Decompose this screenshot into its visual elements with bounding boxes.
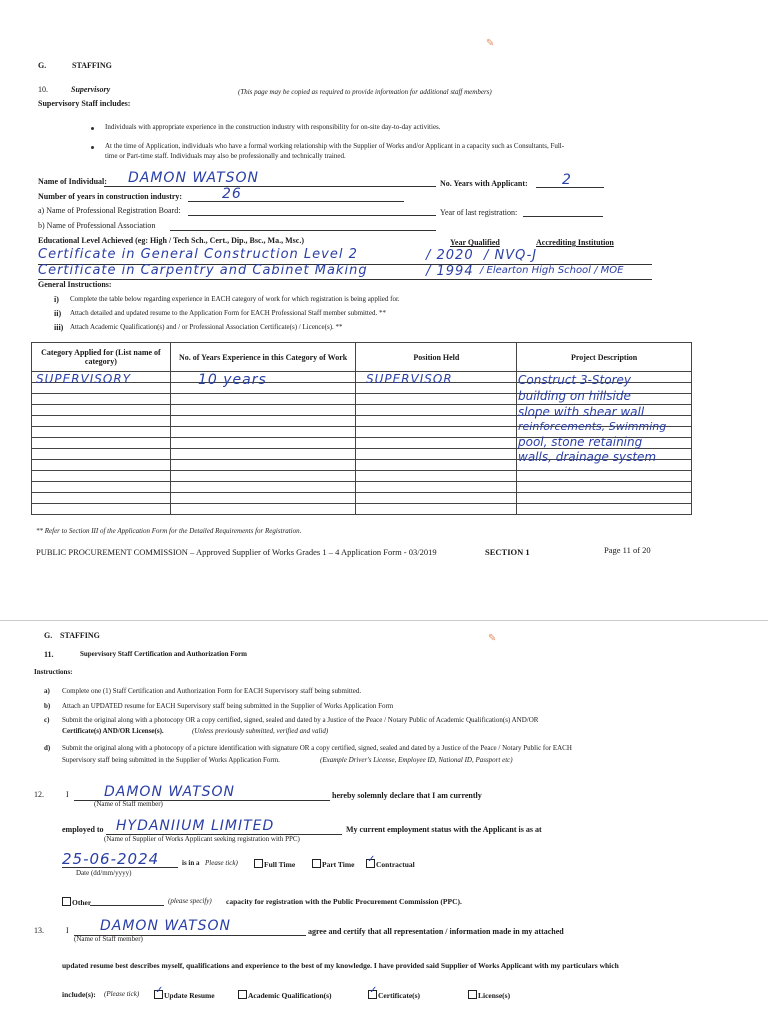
item-number: 10. (38, 85, 48, 94)
table-header-position: Position Held (356, 343, 517, 372)
capacity-text: capacity for registration with the Public Procurement Commission (PPC). (226, 897, 462, 906)
instr-i-number: i) (54, 295, 59, 304)
page-gap (0, 572, 768, 620)
footnote: ** Refer to Section III of the Application Form for the Detailed Requirements for Registration. (36, 527, 302, 535)
name-value[interactable]: DAMON WATSON (128, 170, 260, 186)
instr-d-number: d) (44, 744, 51, 752)
instr-c-number: c) (44, 716, 50, 724)
table-cell[interactable] (170, 416, 356, 427)
table-cell[interactable] (517, 482, 692, 493)
certificate-checkbox[interactable] (368, 990, 377, 999)
project-line-6[interactable]: walls, drainage system (518, 450, 657, 464)
part-time-checkbox[interactable] (312, 859, 321, 868)
table-cell[interactable] (170, 405, 356, 416)
status-text: My current employment status with the Applicant is as at (346, 825, 542, 834)
years-construction-underline (188, 201, 404, 202)
instr-d2-note: (Example Driver's License, Employee ID, National ID, Passport etc) (320, 756, 513, 764)
instr-d2: Supervisory staff being submitted in the Supplier of Works Application Form. (62, 756, 280, 764)
table-cell[interactable] (170, 482, 356, 493)
prof-board-underline (188, 215, 436, 216)
edu-row-1[interactable]: Certificate in General Construction Level 2 (38, 247, 358, 262)
certificate-option (368, 990, 420, 1000)
declare-text: hereby solemnly declare that I am currently (332, 791, 482, 800)
table-cell[interactable] (32, 471, 171, 482)
staff-name-value[interactable]: DAMON WATSON (104, 784, 236, 800)
bullet-text-1: Individuals with appropriate experience in the construction industry with responsibility for on-site day-to-day activities. (105, 123, 441, 131)
includes-label: Supervisory Staff includes: (38, 99, 131, 108)
staff-name2-caption: (Name of Staff member) (74, 935, 143, 943)
full-time-label: Full Time (264, 860, 296, 869)
table-cell[interactable] (356, 449, 517, 460)
table-cell[interactable] (170, 460, 356, 471)
edu-row-1-year[interactable]: / 2020 (426, 248, 474, 263)
employer-value[interactable]: HYDANIIUM LIMITED (116, 818, 275, 834)
years-construction-value[interactable]: 26 (222, 186, 242, 202)
table-cell[interactable] (356, 504, 517, 515)
bullet-icon (91, 146, 94, 149)
academic-label: Academic Qualification(s) (248, 991, 332, 1000)
instr-iii: Attach Academic Qualification(s) and / or Professional Association Certificate(s) / Licence(s). ** (70, 323, 343, 331)
table-cell[interactable] (356, 460, 517, 471)
please-tick-text: Please tick) (205, 859, 238, 867)
table-cell[interactable] (32, 449, 171, 460)
contractual-label: Contractual (376, 860, 415, 869)
instr-a: Complete one (1) Staff Certification and Authorization Form for EACH Supervisory staff being submitted. (62, 687, 362, 695)
instructions-label: Instructions: (34, 668, 73, 676)
copy-note: (This page may be copied as required to provide information for additional staff members) (238, 88, 492, 96)
bullet-icon (91, 127, 94, 130)
table-cell[interactable] (32, 416, 171, 427)
table-cell[interactable] (170, 471, 356, 482)
edu-label: Educational Level Achieved (eg: High / Tech Sch., Cert., Dip., Bsc., Ma., Msc.) (38, 236, 304, 245)
footer-left: PUBLIC PROCUREMENT COMMISSION – Approved Supplier of Works Grades 1 – 4 Application Form - 03/2019 (36, 547, 437, 557)
section-letter: G. (44, 631, 53, 640)
table-cell[interactable] (170, 394, 356, 405)
other-underline (90, 905, 164, 906)
prof-board-label: a) Name of Professional Registration Board: (38, 206, 181, 215)
update-resume-option (154, 990, 215, 1000)
i-label: I (66, 926, 69, 935)
license-option (468, 990, 510, 1000)
certificate-label: Certificate(s) (378, 991, 421, 1000)
form-page-12 (0, 620, 768, 1025)
table-header-project: Project Description (517, 343, 692, 372)
please-specify-text: (please specify) (168, 897, 212, 905)
years-construction-label: Number of years in construction industry: (38, 192, 183, 201)
instr-ii: Attach detailed and updated resume to the Application Form for EACH Professional Staff member submitted. ** (70, 309, 386, 317)
section-title: STAFFING (72, 61, 112, 70)
instr-a-number: a) (44, 687, 50, 695)
i-label: I (66, 790, 69, 799)
staff-name-caption: (Name of Staff member) (94, 800, 163, 808)
instr-c2-note: (Unless previously submitted, verified and valid) (192, 727, 329, 735)
table-cell[interactable] (356, 427, 517, 438)
item-title: Supervisory (71, 85, 111, 94)
table-cell[interactable] (32, 493, 171, 504)
table-cell[interactable] (356, 438, 517, 449)
instr-ii-number: ii) (54, 309, 62, 318)
instr-d1: Submit the original along with a photocopy of a picture identification with signature OR a copy certified, signed, sealed and dated by a Justice of the Peace / Notary Public for EACH (62, 744, 572, 752)
other-checkbox[interactable] (62, 897, 71, 906)
instr-iii-number: iii) (54, 323, 64, 332)
license-label: License(s) (478, 991, 511, 1000)
edu-row-1-institution[interactable]: / NVQ-J (484, 248, 538, 263)
table-cell[interactable] (32, 438, 171, 449)
project-line-5[interactable]: pool, stone retaining (518, 435, 643, 449)
contractual-option (366, 859, 415, 869)
table-position-value[interactable]: SUPERVISOR (366, 372, 453, 386)
other-label: Other (72, 898, 92, 907)
instr-b-number: b) (44, 702, 51, 710)
academic-checkbox[interactable] (238, 990, 247, 999)
date-caption: Date (dd/mm/yyyy) (76, 869, 132, 877)
table-cell[interactable] (356, 482, 517, 493)
academic-option (238, 990, 332, 1000)
table-cell[interactable] (170, 427, 356, 438)
please-tick2-text: (Please tick) (104, 990, 140, 998)
table-cell[interactable] (517, 504, 692, 515)
project-line-2[interactable]: building on hillside (518, 389, 631, 403)
edu-row-2-year[interactable]: / 1994 (426, 264, 474, 279)
table-cell[interactable] (32, 482, 171, 493)
item-title: Supervisory Staff Certification and Authorization Form (80, 650, 248, 658)
bullet-text-2a: At the time of Application, individuals who have a formal working relationship with the Supplier of Works and/or Applicant in a capacity such as Consultants, Full- (105, 142, 565, 150)
table-category-value[interactable]: SUPERVISORY (36, 372, 132, 386)
table-cell[interactable] (32, 427, 171, 438)
part-time-option (312, 859, 354, 869)
name-label: Name of Individual: (38, 177, 107, 186)
agree-text: agree and certify that all representation / information made in my attached (308, 927, 564, 936)
table-header-years: No. of Years Experience in this Category of Work (170, 343, 356, 372)
edu-row-2-institution[interactable]: / Elearton High School / MOE (480, 265, 624, 276)
staff-name2-value[interactable]: DAMON WATSON (100, 918, 232, 934)
other-option (62, 897, 91, 907)
full-time-checkbox[interactable] (254, 859, 263, 868)
item-12-number: 12. (34, 790, 44, 799)
project-line-1[interactable]: Construct 3-Storey (518, 373, 631, 387)
project-line-4[interactable]: reinforcements, Swimming (518, 420, 667, 433)
section-letter: G. (38, 61, 47, 70)
stamp-mark-icon: ✎ (486, 38, 495, 49)
table-cell[interactable] (170, 504, 356, 515)
table-cell[interactable] (356, 394, 517, 405)
accrediting-header: Accrediting Institution (536, 238, 614, 247)
instr-i: Complete the table below regarding experience in EACH category of work for which registration is being applied for. (70, 295, 400, 303)
table-cell[interactable] (170, 449, 356, 460)
table-cell[interactable] (170, 438, 356, 449)
bullet-text-2b: time or Part-time staff. Individuals may also be professionally and technically trained. (105, 152, 346, 160)
table-cell[interactable] (32, 405, 171, 416)
full-time-option (254, 859, 295, 869)
contractual-checkbox[interactable] (366, 859, 375, 868)
years-applicant-value[interactable]: 2 (562, 172, 572, 188)
table-cell[interactable] (356, 471, 517, 482)
instr-b: Attach an UPDATED resume for EACH Supervisory staff being submitted in the Supplier of Works Application Form (62, 702, 394, 710)
footer-section: SECTION 1 (485, 547, 530, 557)
footer-page: Page 11 of 20 (604, 545, 651, 555)
edu-row-2[interactable]: Certificate in Carpentry and Cabinet Making (38, 263, 368, 278)
last-reg-label: Year of last registration: (440, 208, 518, 217)
date-value[interactable]: 25-06-2024 (62, 850, 160, 868)
updated-text: updated resume best describes myself, qualifications and experience to the best of my knowledge. I have provided said Supplier of Works Applicant with my particulars which (62, 961, 619, 970)
table-cell[interactable] (32, 504, 171, 515)
is-in-a-text: is in a (182, 859, 200, 867)
table-cell[interactable] (356, 416, 517, 427)
instr-c2: Certificate(s) AND/OR License(s). (62, 727, 164, 735)
stamp-mark-icon: ✎ (488, 633, 497, 644)
section-title: STAFFING (60, 631, 100, 640)
update-resume-label: Update Resume (164, 991, 215, 1000)
employed-to-label: employed to (62, 825, 104, 834)
years-applicant-label: No. Years with Applicant: (440, 179, 528, 188)
employer-caption: (Name of Supplier of Works Applicant seeking registration with PPC) (104, 835, 300, 843)
table-cell[interactable] (517, 493, 692, 504)
last-reg-underline (523, 216, 603, 217)
license-checkbox[interactable] (468, 990, 477, 999)
table-header-category: Category Applied for (List name of category) (32, 343, 171, 372)
table-cell[interactable] (170, 493, 356, 504)
prof-assoc-underline (170, 230, 436, 231)
instr-c1: Submit the original along with a photocopy OR a copy certified, signed, sealed and dated by a Justice of the Peace / Notary Public of Academic Qualification(s) AND/OR (62, 716, 539, 724)
part-time-label: Part Time (322, 860, 355, 869)
update-resume-checkbox[interactable] (154, 990, 163, 999)
table-cell[interactable] (517, 471, 692, 482)
table-years-value[interactable]: 10 years (198, 372, 267, 388)
year-qualified-header: Year Qualified (450, 238, 500, 247)
table-cell[interactable] (32, 460, 171, 471)
item-number: 11. (44, 650, 54, 659)
table-cell[interactable] (356, 405, 517, 416)
item-13-number: 13. (34, 926, 44, 935)
name-underline (104, 186, 436, 187)
project-line-3[interactable]: slope with shear wall (518, 405, 645, 419)
prof-assoc-label: b) Name of Professional Association (38, 221, 156, 230)
table-cell[interactable] (356, 493, 517, 504)
edu-underline-2 (38, 279, 652, 280)
include-label: include(s): (62, 990, 96, 999)
general-instructions: General Instructions: (38, 280, 112, 289)
table-cell[interactable] (32, 394, 171, 405)
